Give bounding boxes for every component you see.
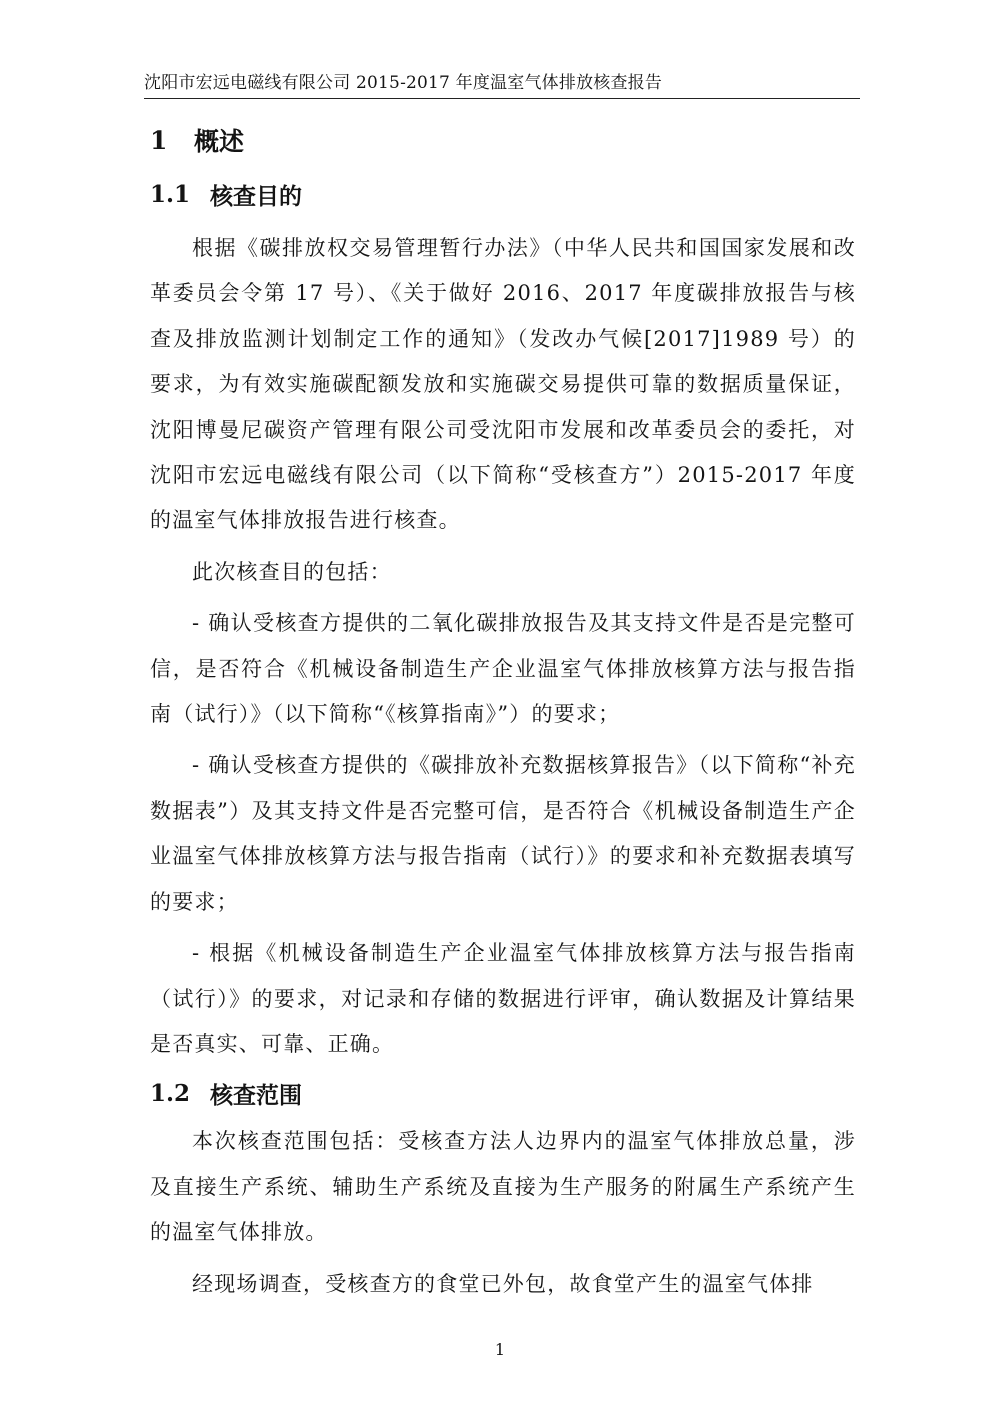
subsection-title: 核查范围 [210, 1081, 302, 1109]
paragraph: 经现场调查，受核查方的食堂已外包，故食堂产生的温室气体排 [192, 1271, 814, 1296]
running-header: 沈阳市宏远电磁线有限公司 2015-2017 年度温室气体排放核查报告 [144, 73, 663, 93]
paragraph: 此次核查目的包括： [192, 559, 392, 584]
subsection-title: 核查目的 [210, 182, 302, 210]
subsection-number: 1.1 [150, 180, 191, 208]
section-heading [150, 112, 856, 168]
list-item: - 确认受核查方提供的二氧化碳排放报告及其支持文件是否是完整可信，是否符合《机械设备制造生产企业温室气体排放核算方法与报告指南（试行）》（以下简称“《核算指南》”）的要求； [150, 611, 856, 727]
paragraph: 根据《碳排放权交易管理暂行办法》（中华人民共和国国家发展和改革委员会令第 17 号）、《关于做好 2016、2017 年度碳排放报告与核查及排放监测计划制定工作的通知》（发改办气候[2017]1989 号）的要求，为有效实施碳配额发放和实施碳交易提供可靠的数据质量保证，沈阳博曼尼碳资产管理有限公司受沈阳市发展和改革委员会的委托，对沈阳市宏远电磁线有限公司（以下简称“受核查方”）2015-2017 年度的温室气体排放报告进行核查。 [150, 236, 856, 533]
header-rule [144, 98, 860, 99]
page-number: 1 [494, 1340, 506, 1359]
subsection-number: 1.2 [150, 1079, 191, 1107]
subsection-heading-purpose [150, 168, 856, 220]
section-title: 概述 [194, 127, 245, 156]
list-item: - 确认受核查方提供的《碳排放补充数据核算报告》（以下简称“补充数据表”）及其支持文件是否完整可信，是否符合《机械设备制造生产企业温室气体排放核算方法与报告指南（试行）》的要求和补充数据表填写的要求； [150, 753, 856, 914]
section-number: 1 [150, 125, 168, 155]
list-item: - 根据《机械设备制造生产企业温室气体排放核算方法与报告指南（试行）》的要求，对记录和存储的数据进行评审，确认数据及计算结果是否真实、可靠、正确。 [150, 941, 856, 1056]
content-body [150, 112, 856, 1307]
paragraph: 本次核查范围包括：受核查方法人边界内的温室气体排放总量，涉及直接生产系统、辅助生产系统及直接为生产服务的附属生产系统产生的温室气体排放。 [150, 1129, 856, 1245]
subsection-heading-scope [150, 1067, 856, 1119]
